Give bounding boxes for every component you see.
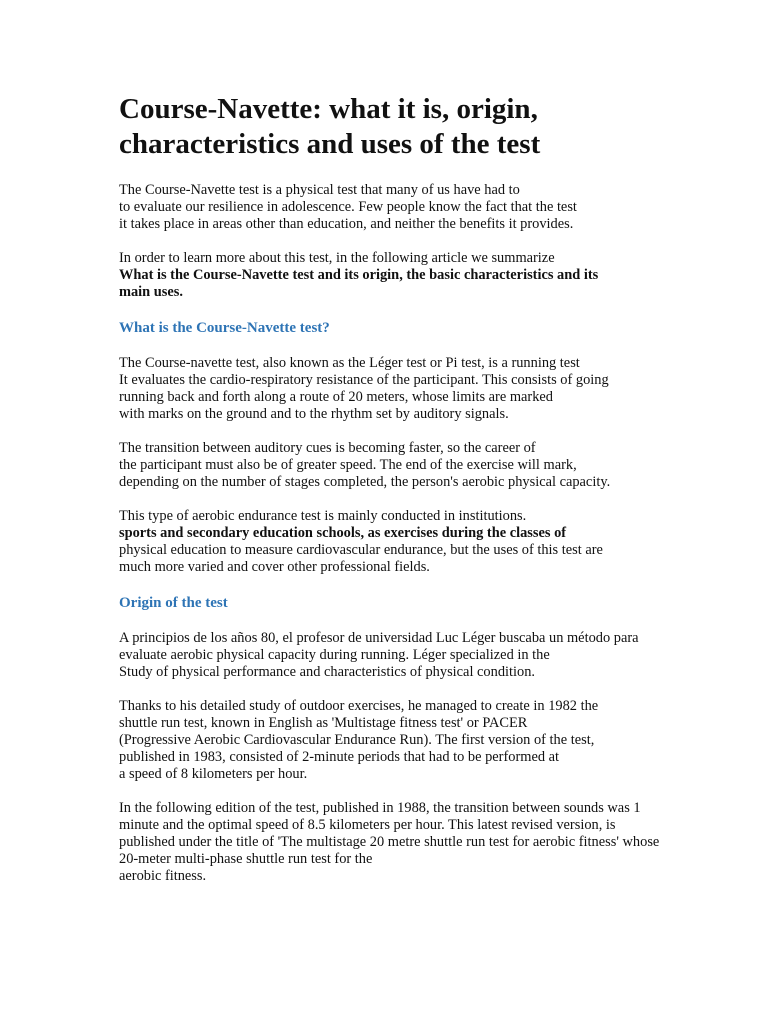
text-line-bold: What is the Course-Navette test and its origin, the basic characteristics and its xyxy=(119,267,599,283)
paragraph-history xyxy=(119,698,719,783)
text-line: much more varied and cover other professional fields. xyxy=(119,559,430,575)
text-line: running back and forth along a route of 20 meters, whose limits are marked xyxy=(119,389,553,405)
title-line: Course-Navette: what it is, origin, xyxy=(119,93,538,125)
paragraph-uses xyxy=(119,508,719,576)
text-line: A principios de los años 80, el profesor de universidad Luc Léger buscaba un método para xyxy=(119,630,639,646)
text-line: Study of physical performance and characteristics of physical condition. xyxy=(119,664,535,680)
text-line: shuttle run test, known in English as 'Multistage fitness test' or PACER xyxy=(119,715,528,731)
section-heading-origin: Origin of the test xyxy=(119,595,228,611)
text-line: published under the title of 'The multistage 20 metre shuttle run test for aerobic fitness' whose xyxy=(119,834,660,850)
text-line: The Course-navette test, also known as the Léger test or Pi test, is a running test xyxy=(119,355,580,371)
paragraph-summary xyxy=(119,250,719,301)
document-title xyxy=(119,92,719,162)
section-heading-what-is: What is the Course-Navette test? xyxy=(119,320,330,336)
text-line: it takes place in areas other than education, and neither the benefits it provides. xyxy=(119,216,574,232)
text-line: (Progressive Aerobic Cardiovascular Endurance Run). The first version of the test, xyxy=(119,732,595,748)
text-line: the participant must also be of greater speed. The end of the exercise will mark, xyxy=(119,457,577,473)
text-line: aerobic fitness. xyxy=(119,868,207,884)
paragraph-origin xyxy=(119,630,719,681)
text-line: In order to learn more about this test, in the following article we summarize xyxy=(119,250,555,266)
text-line: This type of aerobic endurance test is mainly conducted in institutions. xyxy=(119,508,527,524)
text-line: published in 1983, consisted of 2-minute periods that had to be performed at xyxy=(119,749,560,765)
text-line: In the following edition of the test, published in 1988, the transition between sounds was 1 xyxy=(119,800,641,816)
text-line: 20-meter multi-phase shuttle run test for the xyxy=(119,851,373,867)
paragraph-intro xyxy=(119,182,719,233)
text-line: with marks on the ground and to the rhythm set by auditory signals. xyxy=(119,406,509,422)
text-line: physical education to measure cardiovascular endurance, but the uses of this test are xyxy=(119,542,603,558)
text-line: depending on the number of stages completed, the person's aerobic physical capacity. xyxy=(119,474,611,490)
paragraph-transition xyxy=(119,440,719,491)
paragraph-revision xyxy=(119,800,719,885)
text-line: Thanks to his detailed study of outdoor exercises, he managed to create in 1982 the xyxy=(119,698,599,714)
text-line: The Course-Navette test is a physical test that many of us have had to xyxy=(119,182,520,198)
paragraph-definition xyxy=(119,355,719,423)
text-line: to evaluate our resilience in adolescence. Few people know the fact that the test xyxy=(119,199,577,215)
text-line: a speed of 8 kilometers per hour. xyxy=(119,766,308,782)
text-line-bold: main uses. xyxy=(119,284,183,300)
text-line: It evaluates the cardio-respiratory resistance of the participant. This consists of going xyxy=(119,372,609,388)
text-line-bold: sports and secondary education schools, as exercises during the classes of xyxy=(119,525,567,541)
title-line: characteristics and uses of the test xyxy=(119,128,541,160)
text-line: evaluate aerobic physical capacity during running. Léger specialized in the xyxy=(119,647,550,663)
text-line: minute and the optimal speed of 8.5 kilometers per hour. This latest revised version, is xyxy=(119,817,616,833)
text-line: The transition between auditory cues is becoming faster, so the career of xyxy=(119,440,536,456)
document-page xyxy=(119,92,719,902)
